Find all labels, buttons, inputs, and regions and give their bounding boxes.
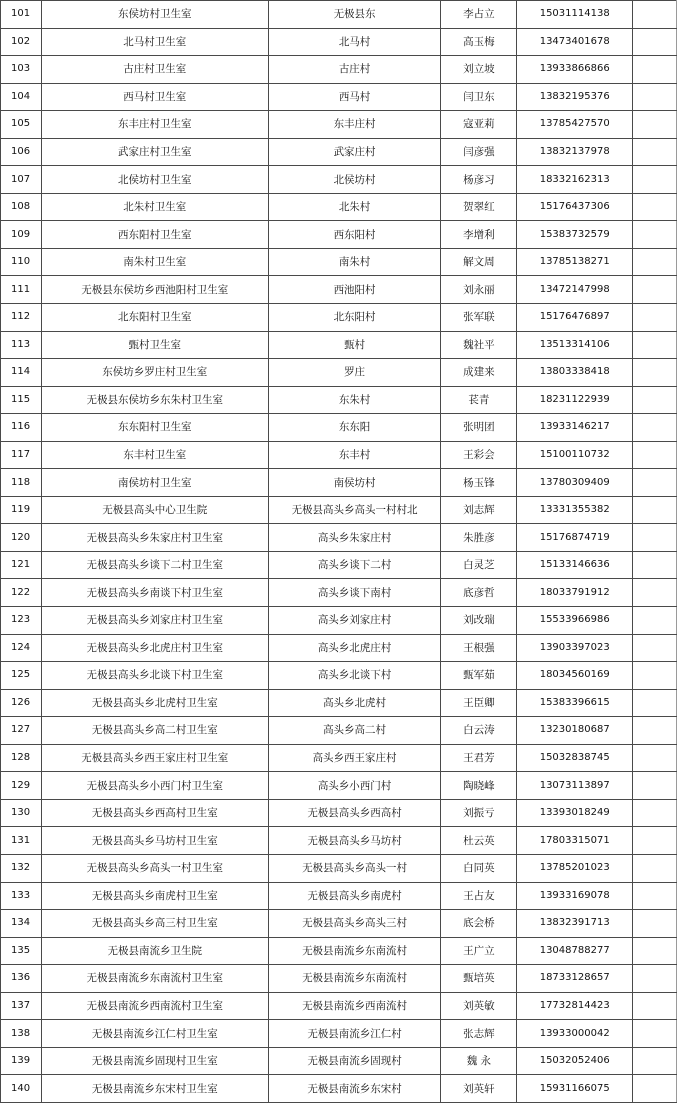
phone-cell: 15133146636: [517, 551, 633, 579]
phone-cell: 15533966986: [517, 607, 633, 635]
clinic-name-cell: 无极县高头乡南谈下村卫生室: [41, 579, 268, 607]
row-number-cell: 107: [1, 166, 42, 194]
table-row: [1, 386, 677, 414]
phone-cell: 15383732579: [517, 221, 633, 249]
table-row: [1, 1075, 677, 1103]
doctor-cell: 解文周: [441, 248, 517, 276]
empty-cell: [633, 496, 677, 524]
row-number-cell: 112: [1, 304, 42, 332]
address-cell: 高头乡刘家庄村: [268, 607, 441, 635]
address-cell: 高头乡谈下南村: [268, 579, 441, 607]
clinic-name-cell: 北朱村卫生室: [41, 193, 268, 221]
doctor-cell: 杨彦习: [441, 166, 517, 194]
empty-cell: [633, 937, 677, 965]
clinic-name-cell: 东东阳村卫生室: [41, 414, 268, 442]
address-cell: 北马村: [268, 28, 441, 56]
phone-cell: 13832137978: [517, 138, 633, 166]
address-cell: 高头乡小西门村: [268, 772, 441, 800]
doctor-cell: 刘志辉: [441, 496, 517, 524]
address-cell: 无极县高头乡高头三村: [268, 910, 441, 938]
table-row: [1, 111, 677, 139]
address-cell: 甄村: [268, 331, 441, 359]
address-cell: 高头乡高二村: [268, 717, 441, 745]
address-cell: 西东阳村: [268, 221, 441, 249]
doctor-cell: 魏 永: [441, 1047, 517, 1075]
row-number-cell: 140: [1, 1075, 42, 1103]
phone-cell: 18231122939: [517, 386, 633, 414]
doctor-cell: 张军联: [441, 304, 517, 332]
clinic-name-cell: 西马村卫生室: [41, 83, 268, 111]
phone-cell: 15383396615: [517, 689, 633, 717]
doctor-cell: 贺翠红: [441, 193, 517, 221]
empty-cell: [633, 221, 677, 249]
row-number-cell: 113: [1, 331, 42, 359]
clinic-name-cell: 南侯坊村卫生室: [41, 469, 268, 497]
empty-cell: [633, 56, 677, 84]
address-cell: 武家庄村: [268, 138, 441, 166]
doctor-cell: 刘英轩: [441, 1075, 517, 1103]
address-cell: 高头乡北虎庄村: [268, 634, 441, 662]
row-number-cell: 136: [1, 965, 42, 993]
table-row: [1, 359, 677, 387]
empty-cell: [633, 138, 677, 166]
row-number-cell: 115: [1, 386, 42, 414]
table-row: [1, 496, 677, 524]
address-cell: 高头乡谈下二村: [268, 551, 441, 579]
address-cell: 东丰庄村: [268, 111, 441, 139]
clinic-name-cell: 东侯坊乡罗庄村卫生室: [41, 359, 268, 387]
clinic-name-cell: 无极县高头乡南虎村卫生室: [41, 882, 268, 910]
address-cell: 无极县南流乡江仁村: [268, 1020, 441, 1048]
clinic-name-cell: 无极县南流乡江仁村卫生室: [41, 1020, 268, 1048]
empty-cell: [633, 304, 677, 332]
table-row: [1, 524, 677, 552]
table-row: [1, 193, 677, 221]
row-number-cell: 121: [1, 551, 42, 579]
doctor-cell: 白灵芝: [441, 551, 517, 579]
clinic-name-cell: 无极县高头中心卫生院: [41, 496, 268, 524]
row-number-cell: 102: [1, 28, 42, 56]
address-cell: 无极县高头乡高头一村: [268, 854, 441, 882]
table-row: [1, 331, 677, 359]
table-row: [1, 937, 677, 965]
row-number-cell: 101: [1, 1, 42, 29]
clinic-name-cell: 无极县高头乡高头一村卫生室: [41, 854, 268, 882]
clinic-name-cell: 无极县高头乡刘家庄村卫生室: [41, 607, 268, 635]
clinic-name-cell: 无极县高头乡高三村卫生室: [41, 910, 268, 938]
clinic-name-cell: 南朱村卫生室: [41, 248, 268, 276]
empty-cell: [633, 28, 677, 56]
empty-cell: [633, 276, 677, 304]
table-row: [1, 221, 677, 249]
address-cell: 无极县高头乡马坊村: [268, 827, 441, 855]
address-cell: 无极县高头乡南虎村: [268, 882, 441, 910]
row-number-cell: 129: [1, 772, 42, 800]
clinic-name-cell: 无极县高头乡小西门村卫生室: [41, 772, 268, 800]
phone-cell: 15176437306: [517, 193, 633, 221]
phone-cell: 15931166075: [517, 1075, 633, 1103]
table-row: [1, 1, 677, 29]
doctor-cell: 刘振亏: [441, 799, 517, 827]
address-cell: 西池阳村: [268, 276, 441, 304]
row-number-cell: 103: [1, 56, 42, 84]
empty-cell: [633, 854, 677, 882]
address-cell: 无极县高头乡高头一村村北: [268, 496, 441, 524]
table-row: [1, 634, 677, 662]
table-row: [1, 772, 677, 800]
empty-cell: [633, 827, 677, 855]
empty-cell: [633, 744, 677, 772]
address-cell: 北东阳村: [268, 304, 441, 332]
row-number-cell: 116: [1, 414, 42, 442]
phone-cell: 13933169078: [517, 882, 633, 910]
phone-cell: 13933866866: [517, 56, 633, 84]
clinic-name-cell: 无极县高头乡谈下二村卫生室: [41, 551, 268, 579]
row-number-cell: 110: [1, 248, 42, 276]
doctor-cell: 闫卫东: [441, 83, 517, 111]
doctor-cell: 高玉梅: [441, 28, 517, 56]
clinic-name-cell: 古庄村卫生室: [41, 56, 268, 84]
doctor-cell: 刘英敏: [441, 992, 517, 1020]
row-number-cell: 130: [1, 799, 42, 827]
row-number-cell: 128: [1, 744, 42, 772]
table-row: [1, 689, 677, 717]
phone-cell: 15032052406: [517, 1047, 633, 1075]
phone-cell: 15176874719: [517, 524, 633, 552]
address-cell: 北朱村: [268, 193, 441, 221]
row-number-cell: 126: [1, 689, 42, 717]
table-row: [1, 992, 677, 1020]
table-row: [1, 469, 677, 497]
address-cell: 无极县南流乡东南流村: [268, 937, 441, 965]
empty-cell: [633, 386, 677, 414]
empty-cell: [633, 359, 677, 387]
table-row: [1, 854, 677, 882]
table-row: [1, 28, 677, 56]
clinic-name-cell: 无极县南流乡固现村卫生室: [41, 1047, 268, 1075]
doctor-cell: 刘改瑞: [441, 607, 517, 635]
table-row: [1, 1020, 677, 1048]
table-row: [1, 248, 677, 276]
address-cell: 东朱村: [268, 386, 441, 414]
clinic-name-cell: 东丰村卫生室: [41, 441, 268, 469]
row-number-cell: 111: [1, 276, 42, 304]
address-cell: 无极县高头乡西高村: [268, 799, 441, 827]
clinic-name-cell: 武家庄村卫生室: [41, 138, 268, 166]
row-number-cell: 127: [1, 717, 42, 745]
table-row: [1, 717, 677, 745]
doctor-cell: 寇亚莉: [441, 111, 517, 139]
phone-cell: 13933146217: [517, 414, 633, 442]
address-cell: 东东阳: [268, 414, 441, 442]
clinic-name-cell: 无极县南流乡卫生院: [41, 937, 268, 965]
phone-cell: 13785427570: [517, 111, 633, 139]
address-cell: 高头乡北谈下村: [268, 662, 441, 690]
address-cell: 西马村: [268, 83, 441, 111]
empty-cell: [633, 689, 677, 717]
address-cell: 罗庄: [268, 359, 441, 387]
clinic-name-cell: 北马村卫生室: [41, 28, 268, 56]
doctor-cell: 刘立坡: [441, 56, 517, 84]
empty-cell: [633, 441, 677, 469]
doctor-cell: 成建来: [441, 359, 517, 387]
table-row: [1, 276, 677, 304]
empty-cell: [633, 551, 677, 579]
clinic-name-cell: 无极县高头乡西王家庄村卫生室: [41, 744, 268, 772]
row-number-cell: 119: [1, 496, 42, 524]
row-number-cell: 139: [1, 1047, 42, 1075]
clinic-name-cell: 无极县高头乡北虎村卫生室: [41, 689, 268, 717]
table-row: [1, 83, 677, 111]
address-cell: 高头乡北虎村: [268, 689, 441, 717]
phone-cell: 15100110732: [517, 441, 633, 469]
row-number-cell: 125: [1, 662, 42, 690]
row-number-cell: 106: [1, 138, 42, 166]
doctor-cell: 李占立: [441, 1, 517, 29]
clinic-name-cell: 无极县高头乡北虎庄村卫生室: [41, 634, 268, 662]
doctor-cell: 张志辉: [441, 1020, 517, 1048]
empty-cell: [633, 634, 677, 662]
empty-cell: [633, 193, 677, 221]
empty-cell: [633, 524, 677, 552]
empty-cell: [633, 1, 677, 29]
table-row: [1, 441, 677, 469]
empty-cell: [633, 469, 677, 497]
empty-cell: [633, 799, 677, 827]
doctor-cell: 甄培英: [441, 965, 517, 993]
table-row: [1, 304, 677, 332]
row-number-cell: 114: [1, 359, 42, 387]
clinic-name-cell: 无极县高头乡高二村卫生室: [41, 717, 268, 745]
phone-cell: 13230180687: [517, 717, 633, 745]
clinic-name-cell: 甄村卫生室: [41, 331, 268, 359]
phone-cell: 13513314106: [517, 331, 633, 359]
table-row: [1, 414, 677, 442]
address-cell: 无极县南流乡西南流村: [268, 992, 441, 1020]
address-cell: 高头乡西王家庄村: [268, 744, 441, 772]
phone-cell: 13331355382: [517, 496, 633, 524]
table-row: [1, 662, 677, 690]
row-number-cell: 135: [1, 937, 42, 965]
empty-cell: [633, 607, 677, 635]
table-row: [1, 744, 677, 772]
phone-cell: 13785201023: [517, 854, 633, 882]
doctor-cell: 杨玉锋: [441, 469, 517, 497]
address-cell: 高头乡朱家庄村: [268, 524, 441, 552]
phone-cell: 13832391713: [517, 910, 633, 938]
clinic-name-cell: 无极县东侯坊乡东朱村卫生室: [41, 386, 268, 414]
address-cell: 北侯坊村: [268, 166, 441, 194]
empty-cell: [633, 882, 677, 910]
phone-cell: 15032838745: [517, 744, 633, 772]
doctor-cell: 白同英: [441, 854, 517, 882]
row-number-cell: 105: [1, 111, 42, 139]
clinic-name-cell: 西东阳村卫生室: [41, 221, 268, 249]
row-number-cell: 109: [1, 221, 42, 249]
phone-cell: 18034560169: [517, 662, 633, 690]
phone-cell: 13073113897: [517, 772, 633, 800]
address-cell: 东丰村: [268, 441, 441, 469]
row-number-cell: 124: [1, 634, 42, 662]
row-number-cell: 132: [1, 854, 42, 882]
address-cell: 古庄村: [268, 56, 441, 84]
address-cell: 南朱村: [268, 248, 441, 276]
table-row: [1, 1047, 677, 1075]
doctor-cell: 朱胜彦: [441, 524, 517, 552]
table-row: [1, 882, 677, 910]
doctor-cell: 王臣卿: [441, 689, 517, 717]
row-number-cell: 138: [1, 1020, 42, 1048]
empty-cell: [633, 1047, 677, 1075]
clinic-name-cell: 无极县高头乡朱家庄村卫生室: [41, 524, 268, 552]
row-number-cell: 134: [1, 910, 42, 938]
table-row: [1, 166, 677, 194]
doctor-cell: 王占友: [441, 882, 517, 910]
clinic-name-cell: 无极县南流乡西南流村卫生室: [41, 992, 268, 1020]
row-number-cell: 133: [1, 882, 42, 910]
row-number-cell: 117: [1, 441, 42, 469]
doctor-cell: 张明团: [441, 414, 517, 442]
doctor-cell: 刘永丽: [441, 276, 517, 304]
clinic-name-cell: 东侯坊村卫生室: [41, 1, 268, 29]
clinic-name-cell: 无极县高头乡马坊村卫生室: [41, 827, 268, 855]
doctor-cell: 闫彦强: [441, 138, 517, 166]
clinic-table-body: [1, 1, 677, 1103]
empty-cell: [633, 83, 677, 111]
phone-cell: 18332162313: [517, 166, 633, 194]
table-row: [1, 799, 677, 827]
phone-cell: 13933000042: [517, 1020, 633, 1048]
phone-cell: 13832195376: [517, 83, 633, 111]
doctor-cell: 王彩会: [441, 441, 517, 469]
table-row: [1, 827, 677, 855]
doctor-cell: 王君芳: [441, 744, 517, 772]
doctor-cell: 魏社平: [441, 331, 517, 359]
row-number-cell: 131: [1, 827, 42, 855]
address-cell: 无极县东: [268, 1, 441, 29]
phone-cell: 13785138271: [517, 248, 633, 276]
clinic-name-cell: 无极县高头乡北谈下村卫生室: [41, 662, 268, 690]
phone-cell: 13393018249: [517, 799, 633, 827]
phone-cell: 13473401678: [517, 28, 633, 56]
table-row: [1, 965, 677, 993]
phone-cell: 18733128657: [517, 965, 633, 993]
clinic-name-cell: 北东阳村卫生室: [41, 304, 268, 332]
address-cell: 无极县南流乡东宋村: [268, 1075, 441, 1103]
address-cell: 南侯坊村: [268, 469, 441, 497]
doctor-cell: 白云涛: [441, 717, 517, 745]
phone-cell: 13780309409: [517, 469, 633, 497]
row-number-cell: 108: [1, 193, 42, 221]
phone-cell: 18033791912: [517, 579, 633, 607]
empty-cell: [633, 248, 677, 276]
clinic-name-cell: 无极县南流乡东宋村卫生室: [41, 1075, 268, 1103]
empty-cell: [633, 992, 677, 1020]
row-number-cell: 137: [1, 992, 42, 1020]
doctor-cell: 李增利: [441, 221, 517, 249]
table-row: [1, 56, 677, 84]
doctor-cell: 王广立: [441, 937, 517, 965]
table-row: [1, 910, 677, 938]
empty-cell: [633, 1075, 677, 1103]
empty-cell: [633, 166, 677, 194]
doctor-cell: 陶晓峰: [441, 772, 517, 800]
doctor-cell: 底会桥: [441, 910, 517, 938]
doctor-cell: 底彦哲: [441, 579, 517, 607]
row-number-cell: 122: [1, 579, 42, 607]
empty-cell: [633, 331, 677, 359]
clinic-name-cell: 无极县南流乡东南流村卫生室: [41, 965, 268, 993]
empty-cell: [633, 662, 677, 690]
phone-cell: 13048788277: [517, 937, 633, 965]
empty-cell: [633, 111, 677, 139]
phone-cell: 13472147998: [517, 276, 633, 304]
phone-cell: 13803338418: [517, 359, 633, 387]
phone-cell: 13903397023: [517, 634, 633, 662]
phone-cell: 15031114138: [517, 1, 633, 29]
row-number-cell: 120: [1, 524, 42, 552]
empty-cell: [633, 772, 677, 800]
address-cell: 无极县南流乡东南流村: [268, 965, 441, 993]
phone-cell: 17803315071: [517, 827, 633, 855]
clinic-name-cell: 东丰庄村卫生室: [41, 111, 268, 139]
empty-cell: [633, 579, 677, 607]
doctor-cell: 王根强: [441, 634, 517, 662]
row-number-cell: 123: [1, 607, 42, 635]
empty-cell: [633, 965, 677, 993]
clinic-name-cell: 北侯坊村卫生室: [41, 166, 268, 194]
doctor-cell: 苌青: [441, 386, 517, 414]
empty-cell: [633, 414, 677, 442]
doctor-cell: 杜云英: [441, 827, 517, 855]
empty-cell: [633, 717, 677, 745]
phone-cell: 17732814423: [517, 992, 633, 1020]
clinic-name-cell: 无极县东侯坊乡西池阳村卫生室: [41, 276, 268, 304]
table-row: [1, 551, 677, 579]
address-cell: 无极县南流乡固现村: [268, 1047, 441, 1075]
empty-cell: [633, 1020, 677, 1048]
table-row: [1, 579, 677, 607]
row-number-cell: 118: [1, 469, 42, 497]
empty-cell: [633, 910, 677, 938]
phone-cell: 15176476897: [517, 304, 633, 332]
doctor-cell: 甄军茹: [441, 662, 517, 690]
table-row: [1, 138, 677, 166]
row-number-cell: 104: [1, 83, 42, 111]
table-row: [1, 607, 677, 635]
clinic-name-cell: 无极县高头乡西高村卫生室: [41, 799, 268, 827]
